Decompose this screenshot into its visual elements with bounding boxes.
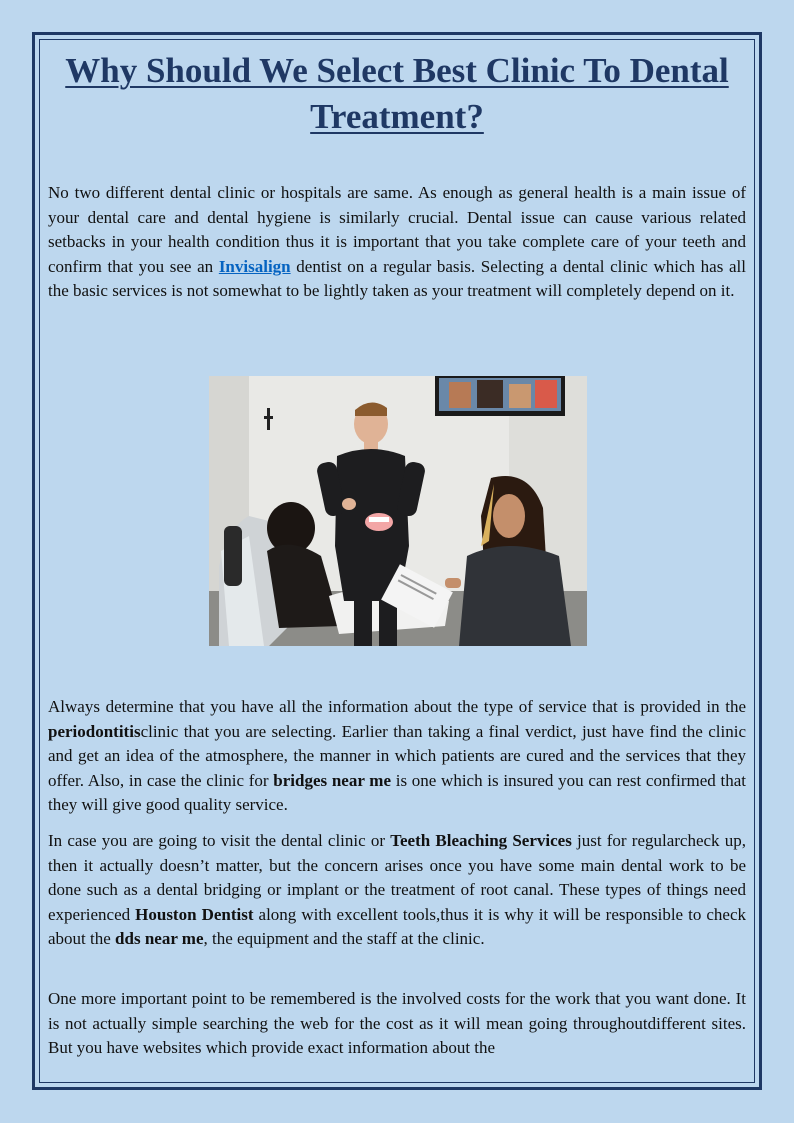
- page-title: Why Should We Select Best Clinic To Dental Treatment?: [65, 51, 729, 136]
- bridges-near-me-keyword: bridges near me: [273, 770, 392, 790]
- paragraph-teeth-bleaching: [48, 829, 746, 952]
- p3-text-3: along with excellent tools,thus it is why it will be responsible to check about the: [48, 904, 746, 949]
- invisalign-link[interactable]: Invisalign: [218, 256, 291, 276]
- p2-text-2: clinic that you are selecting. Earlier than taking a final verdict, just have find the clinic and get an idea of the atmosphere, the manner in which patients are cured and the services that they offer. Also, in case the clinic for: [48, 721, 746, 790]
- p2-text-3: is one which is insured you can rest confirmed that they will give good quality service.: [48, 770, 746, 815]
- p3-text-1: In case you are going to visit the dental clinic or: [48, 831, 391, 850]
- dental-clinic-photo: [209, 376, 587, 646]
- dds-near-me-keyword: dds near me: [115, 929, 204, 949]
- paragraph-periodontitis: [48, 695, 746, 818]
- paragraph-costs: [48, 987, 746, 1061]
- p3-text-4: , the equipment and the staff at the clinic.: [203, 929, 485, 949]
- p4-text: One more important point to be remembered is the involved costs for the work that you want done. It is not actually simple searching the web for the cost as it will mean going throughoutdifferent sites. But you have websites which provide exact information about the: [48, 989, 746, 1058]
- houston-dentist-keyword: Houston Dentist: [135, 904, 254, 924]
- p2-text-1: Always determine that you have all the information about the type of service that is provided in the: [48, 697, 746, 716]
- paragraph-intro: [48, 181, 746, 304]
- p3-text-2: just for regularcheck up, then it actually doesn’t matter, but the concern arises once you have some main dental work to be done such as a dental bridging or implant or the treatment of root canal. These types of things need experienced: [48, 831, 746, 924]
- intro-text-before-link: No two different dental clinic or hospitals are same. As enough as general health is a main issue of your dental care and dental hygiene is similarly crucial. Dental issue can cause various related setbacks in your health condition thus it is important that you take complete care of your teeth and confirm that you see an: [48, 183, 746, 276]
- periodontitis-keyword: periodontitis: [48, 721, 141, 741]
- intro-text-after-link: dentist on a regular basis. Selecting a dental clinic which has all the basic services is not somewhat to be lightly taken as your treatment will completely depend on it.: [48, 256, 746, 301]
- teeth-bleaching-keyword: Teeth Bleaching Services: [390, 831, 572, 850]
